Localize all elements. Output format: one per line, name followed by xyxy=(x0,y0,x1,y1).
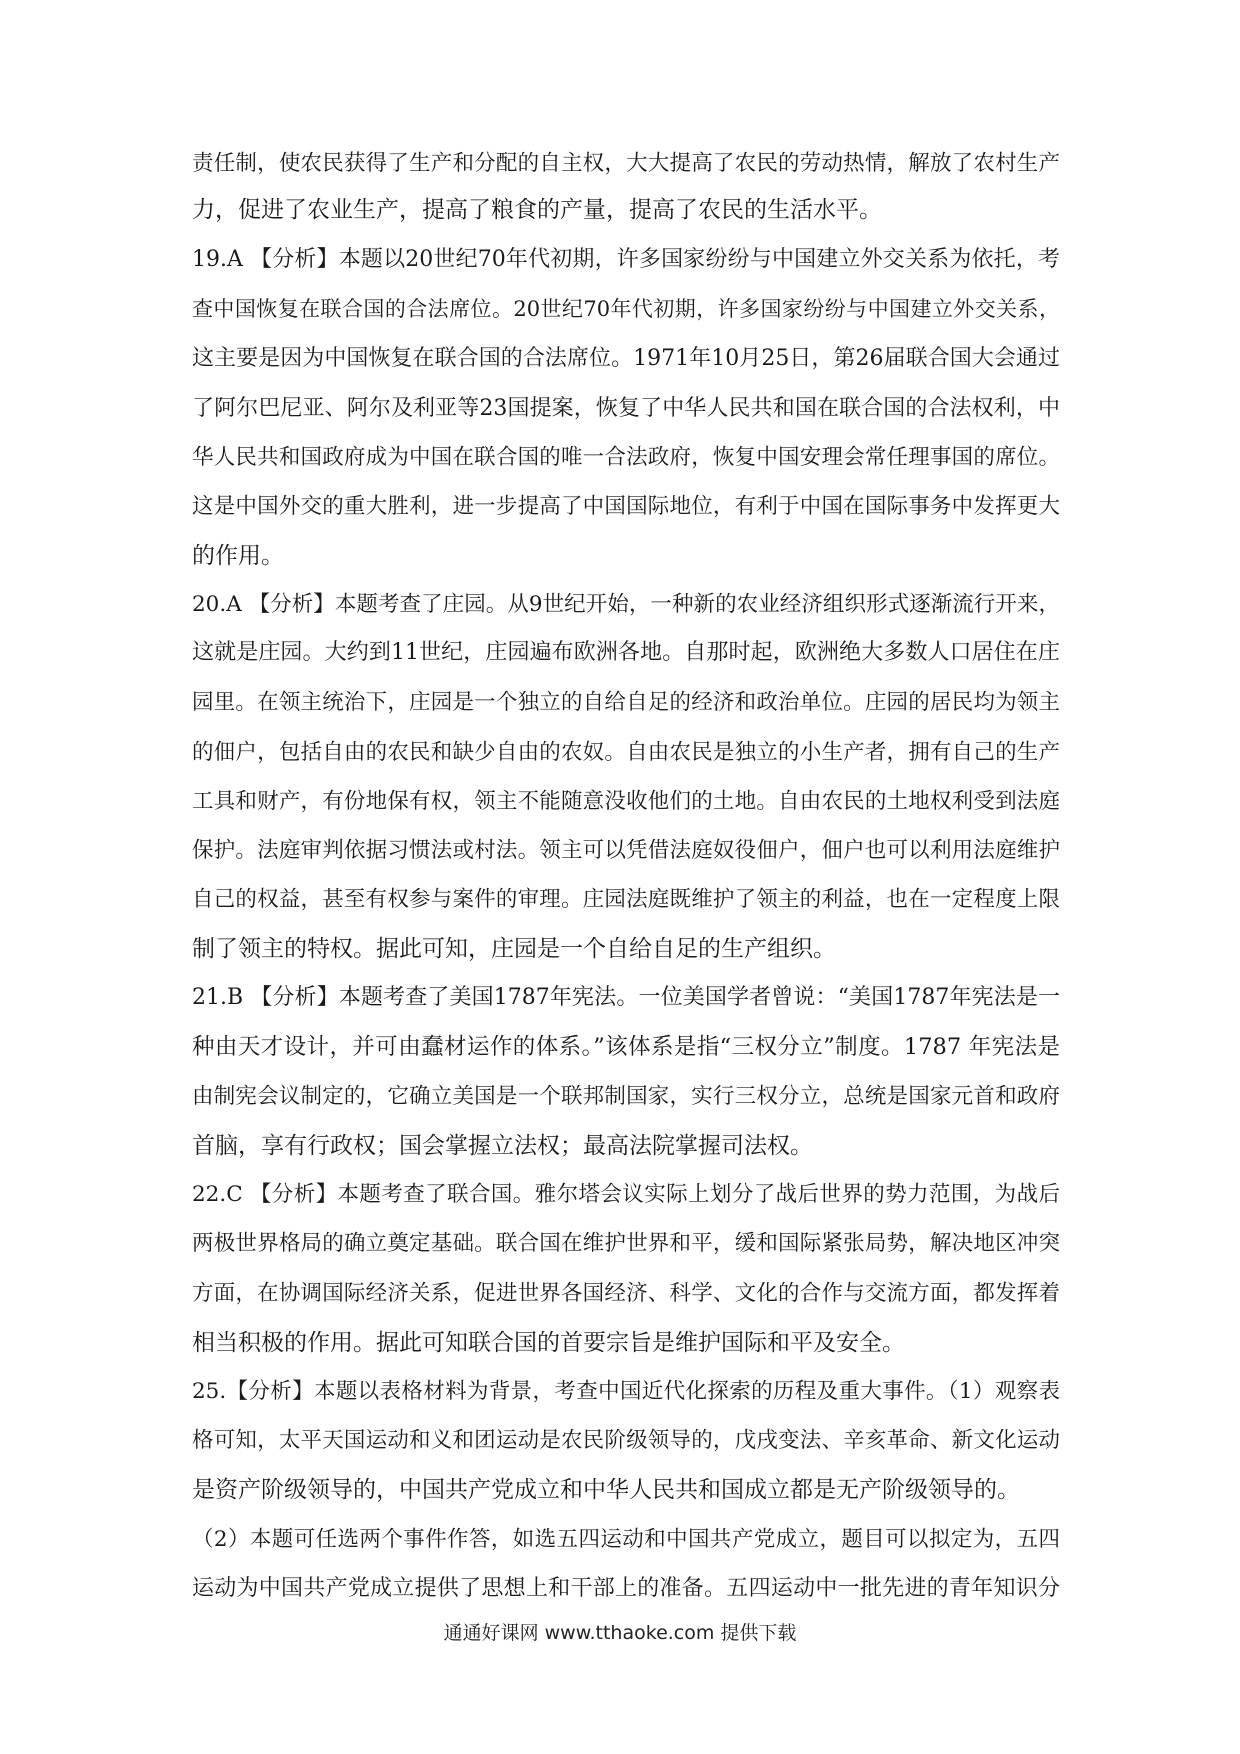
text-line: 园里。在领主统治下，庄园是一个独立的自给自足的经济和政治单位。庄园的居民均为领主 xyxy=(192,690,1060,715)
text-line: 查中国恢复在联合国的合法席位。20世纪70年代初期，许多国家纷纷与中国建立外交关系， xyxy=(192,297,1060,321)
text-line: 这是中国外交的重大胜利，进一步提高了中国国际地位，有利于中国在国际事务中发挥更大 xyxy=(192,494,1060,519)
text-line: 方面，在协调国际经济关系，促进世界各国经济、科学、文化的合作与交流方面，都发挥着 xyxy=(192,1281,1060,1306)
text-line: 华人民共和国政府成为中国在联合国的唯一合法政府，恢复中国安理会常任理事国的席位。 xyxy=(192,445,1060,470)
text-line: 种由天才设计，并可由蠢材运作的体系。”该体系是指“三权分立”制度。1787 年宪法是 xyxy=(192,1034,1060,1060)
text-line: 由制宪会议制定的，它确立美国是一个联邦制国家，实行三权分立，总统是国家元首和政府 xyxy=(192,1084,1060,1109)
text-line: 21.B 【分析】本题考查了美国1787年宪法。一位美国学者曾说：“美国1787年宪法是一 xyxy=(192,985,1060,1010)
text-line: 这主要是因为中国恢复在联合国的合法席位。1971年10月25日，第26届联合国大会通过 xyxy=(192,346,1060,371)
page-footer: 通通好课网 www.tthaoke.com 提供下载 xyxy=(443,1622,797,1644)
text-line: 工具和财产，有份地保有权，领主不能随意没收他们的土地。自由农民的土地权利受到法庭 xyxy=(192,789,1060,814)
text-line: 的作用。 xyxy=(192,543,284,569)
text-line: 格可知，太平天国运动和义和团运动是农民阶级领导的，戊戌变法、辛亥革命、新文化运动 xyxy=(192,1428,1060,1453)
text-line: 自己的权益，甚至有权参与案件的审理。庄园法庭既维护了领主的利益，也在一定程度上限 xyxy=(192,887,1060,912)
text-line: 这就是庄园。大约到11世纪，庄园遍布欧洲各地。自那时起，欧洲绝大多数人口居住在庄 xyxy=(192,640,1060,665)
text-line: 20.A 【分析】本题考查了庄园。从9世纪开始，一种新的农业经济组织形式逐渐流行开来， xyxy=(192,592,1060,617)
text-line: 两极世界格局的确立奠定基础。联合国在维护世界和平，缓和国际紧张局势，解决地区冲突 xyxy=(192,1231,1060,1256)
text-line: 首脑，享有行政权；国会掌握立法权；最高法院掌握司法权。 xyxy=(192,1133,813,1159)
text-line: 25.【分析】本题以表格材料为背景，考查中国近代化探索的历程及重大事件。（1）观察表 xyxy=(192,1379,1060,1404)
text-line: 相当积极的作用。据此可知联合国的首要宗旨是维护国际和平及安全。 xyxy=(192,1330,905,1356)
text-line: 责任制，使农民获得了生产和分配的自主权，大大提高了农民的劳动热情，解放了农村生产 xyxy=(192,151,1060,176)
text-line: 19.A 【分析】本题以20世纪70年代初期，许多国家纷纷与中国建立外交关系为依托，考 xyxy=(192,247,1060,272)
text-line: 22.C 【分析】本题考查了联合国。雅尔塔会议实际上划分了战后世界的势力范围，为战后 xyxy=(192,1182,1060,1207)
text-line: （2）本题可任选两个事件作答，如选五四运动和中国共产党成立，题目可以拟定为，五四 xyxy=(192,1527,1060,1552)
text-line: 运动为中国共产党成立提供了思想上和干部上的准备。五四运动中一批先进的青年知识分 xyxy=(192,1576,1060,1601)
text-line: 制了领主的特权。据此可知，庄园是一个自给自足的生产组织。 xyxy=(192,936,836,962)
text-line: 是资产阶级领导的，中国共产党成立和中华人民共和国成立都是无产阶级领导的。 xyxy=(192,1477,1020,1503)
text-line: 力，促进了农业生产，提高了粮食的产量，提高了农民的生活水平。 xyxy=(192,197,882,223)
text-line: 了阿尔巴尼亚、阿尔及利亚等23国提案，恢复了中华人民共和国在联合国的合法权利，中 xyxy=(192,396,1060,421)
text-line: 的佃户，包括自由的农民和缺少自由的农奴。自由农民是独立的小生产者，拥有自己的生产 xyxy=(192,740,1060,765)
text-line: 保护。法庭审判依据习惯法或村法。领主可以凭借法庭奴役佃户，佃户也可以利用法庭维护 xyxy=(192,838,1060,863)
